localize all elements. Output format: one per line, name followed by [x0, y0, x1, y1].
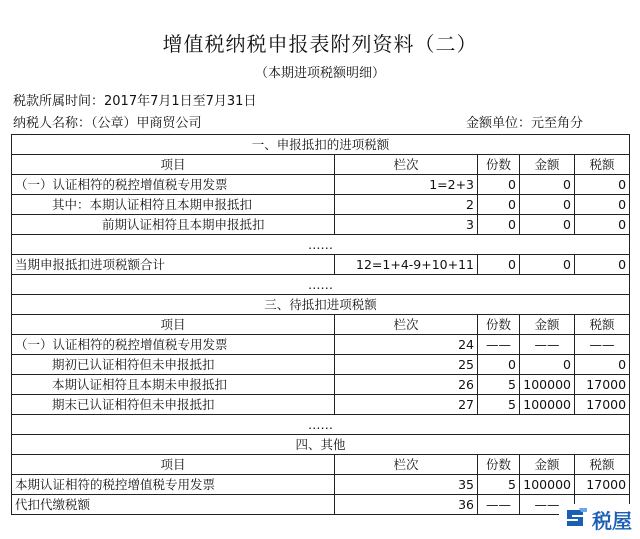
- row-tax: 0: [575, 355, 630, 375]
- table-row: [12, 355, 630, 375]
- row-count: 5: [478, 395, 520, 415]
- table-row: [12, 215, 630, 235]
- row-line: 35: [335, 475, 478, 495]
- row-amount: ——: [520, 495, 575, 515]
- form-title: 增值税纳税申报表附列资料（二）: [162, 32, 478, 56]
- input-tax-table: [11, 134, 630, 515]
- ellipsis-row: ……: [12, 415, 630, 435]
- col-count: 份数: [478, 155, 520, 175]
- col-item: 项目: [12, 155, 335, 175]
- row-tax: ——: [575, 335, 630, 355]
- row-item: 其中：本期认证相符且本期申报抵扣: [12, 195, 335, 215]
- row-item: 期初已认证相符但未申报抵扣: [12, 355, 335, 375]
- table-row: [12, 395, 630, 415]
- row-amount: 0: [520, 195, 575, 215]
- section-heading-4: 四、其他: [12, 435, 630, 455]
- row-count: 0: [478, 195, 520, 215]
- row-amount: 100000: [520, 475, 575, 495]
- row-count: 0: [478, 215, 520, 235]
- row-count: 5: [478, 475, 520, 495]
- header-row: [12, 455, 630, 475]
- row-item: （一）认证相符的税控增值税专用发票: [12, 175, 335, 195]
- row-tax: 17000: [575, 375, 630, 395]
- row-count: ——: [478, 495, 520, 515]
- row-amount: 0: [520, 215, 575, 235]
- section-heading-1: 一、申报抵扣的进项税额: [12, 135, 630, 155]
- header-row: [12, 155, 630, 175]
- row-line: 26: [335, 375, 478, 395]
- row-tax: 17000: [575, 475, 630, 495]
- row-item: （一）认证相符的税控增值税专用发票: [12, 335, 335, 355]
- row-amount: 0: [520, 355, 575, 375]
- form-subtitle: （本期进项税额明细）: [254, 66, 385, 81]
- col-count: 份数: [478, 315, 520, 335]
- section-heading-3: 三、待抵扣进项税额: [12, 295, 630, 315]
- table-row: [12, 335, 630, 355]
- col-tax: 税额: [575, 315, 630, 335]
- row-line: 36: [335, 495, 478, 515]
- row-amount: 0: [520, 175, 575, 195]
- logo-icon: [563, 506, 589, 534]
- row-line: 12=1+4-9+10+11: [335, 255, 478, 275]
- total-row: [12, 255, 630, 275]
- table-row: [12, 195, 630, 215]
- col-line: 栏次: [335, 315, 478, 335]
- row-amount: 100000: [520, 375, 575, 395]
- row-tax: 0: [575, 255, 630, 275]
- col-amount: 金额: [520, 315, 575, 335]
- row-tax: 0: [575, 195, 630, 215]
- row-line: 2: [335, 195, 478, 215]
- row-line: 1=2+3: [335, 175, 478, 195]
- ellipsis-row: ……: [12, 275, 630, 295]
- col-item: 项目: [12, 455, 335, 475]
- row-line: 24: [335, 335, 478, 355]
- table-row: [12, 375, 630, 395]
- row-count: 0: [478, 175, 520, 195]
- table-row: [12, 495, 630, 515]
- row-count: 5: [478, 375, 520, 395]
- row-tax: 0: [575, 215, 630, 235]
- row-tax: 0: [575, 175, 630, 195]
- header-row: [12, 315, 630, 335]
- row-line: 25: [335, 355, 478, 375]
- row-line: 3: [335, 215, 478, 235]
- row-item: 本期认证相符且本期未申报抵扣: [12, 375, 335, 395]
- taxpayer-name: 纳税人名称：（公章）甲商贸公司: [13, 116, 202, 131]
- tax-period: 税款所属时间：2017年7月1日至7月31日: [13, 94, 257, 109]
- table-row: [12, 475, 630, 495]
- col-line: 栏次: [335, 455, 478, 475]
- col-amount: 金额: [520, 455, 575, 475]
- row-count: ——: [478, 335, 520, 355]
- row-item: 代扣代缴税额: [12, 495, 335, 515]
- row-item: 期末已认证相符但未申报抵扣: [12, 395, 335, 415]
- col-tax: 税额: [575, 155, 630, 175]
- row-item: 前期认证相符且本期申报抵扣: [12, 215, 335, 235]
- row-amount: ——: [520, 335, 575, 355]
- amount-unit: 金额单位：元至角分: [466, 116, 584, 131]
- col-tax: 税额: [575, 455, 630, 475]
- row-line: 27: [335, 395, 478, 415]
- row-amount: 0: [520, 255, 575, 275]
- row-item: 本期认证相符的税控增值税专用发票: [12, 475, 335, 495]
- row-item: 当期申报抵扣进项税额合计: [12, 255, 335, 275]
- row-tax: 17000: [575, 395, 630, 415]
- watermark-logo: [559, 504, 636, 535]
- row-count: 0: [478, 255, 520, 275]
- col-item: 项目: [12, 315, 335, 335]
- row-amount: 100000: [520, 395, 575, 415]
- row-count: 0: [478, 355, 520, 375]
- col-amount: 金额: [520, 155, 575, 175]
- watermark-text: 税屋: [592, 509, 632, 533]
- ellipsis-row: ……: [12, 235, 630, 255]
- table-row: [12, 175, 630, 195]
- col-count: 份数: [478, 455, 520, 475]
- col-line: 栏次: [335, 155, 478, 175]
